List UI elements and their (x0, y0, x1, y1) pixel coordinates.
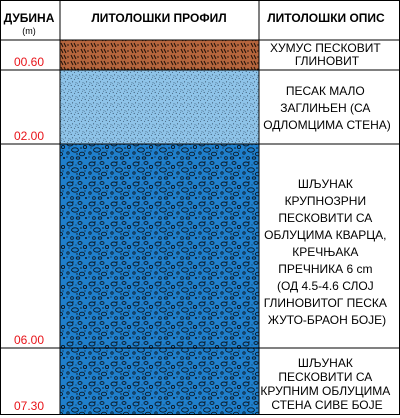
coarse-gravel-desc-line: ПРЕЧНИКА 6 cm (278, 262, 373, 276)
depth-label-6.00: 06.00 (13, 333, 45, 347)
coarse-gravel-layer-fill (60, 144, 259, 348)
sand-layer-fill (60, 70, 259, 144)
depth-label-7.30: 07.30 (13, 399, 45, 413)
depth-column-title: ДУБИНА (3, 11, 55, 25)
coarse-gravel-desc-line: ОБЛУЦИМА КВАРЦА, (264, 228, 387, 242)
sand-desc-line: ПЕСАК МАЛО (285, 84, 365, 98)
coarse-gravel-desc-line: ГЛИНОВИТОГ ПЕСКА (263, 296, 387, 310)
humus-desc-line: ГЛИНОВИТ (294, 54, 360, 68)
coarse-gravel-desc-line: ПЕСКОВИТИ СА (278, 211, 373, 225)
humus-desc-line: ХУМУС ПЕСКОВИТ (269, 41, 381, 55)
coarse-gravel-desc-line: (ОД 4.5-4.6 СЛОЈ (276, 279, 374, 293)
profile-column-title: ЛИТОЛОШКИ ПРОФИЛ (91, 11, 227, 25)
coarse-gravel-desc-line: ЖУТО-БРАОН БОЈЕ) (267, 313, 387, 327)
sand-desc-line: ОДЛОМЦИМА СТЕНА) (263, 118, 391, 132)
grey-gravel-layer-fill (60, 348, 259, 414)
sand-desc-line: ЗАГЛИЊЕН (СА (280, 101, 371, 115)
depth-label-0.60: 00.60 (13, 55, 45, 69)
grey-gravel-desc-line: ПЕСКОВИТИ СА (278, 370, 373, 384)
depth-label-2.00: 02.00 (13, 129, 45, 143)
grey-gravel-desc-line: ШЉУНАК (297, 356, 353, 370)
grey-gravel-desc-line: СТЕНА СИВЕ БОЈЕ (271, 398, 383, 412)
coarse-gravel-desc-line: КРЕЧЊАКА (292, 245, 359, 259)
coarse-gravel-desc-line: КРУПНОЗРНИ (284, 194, 367, 208)
description-column-title: ЛИТОЛОШКИ ОПИС (267, 11, 385, 25)
humus-layer-fill (60, 40, 259, 70)
grey-gravel-desc-line: КРУПНИМ ОБЛУЦИМА (260, 384, 391, 398)
coarse-gravel-desc-line: ШЉУНАК (297, 177, 353, 191)
depth-unit-label: (m) (22, 26, 36, 36)
